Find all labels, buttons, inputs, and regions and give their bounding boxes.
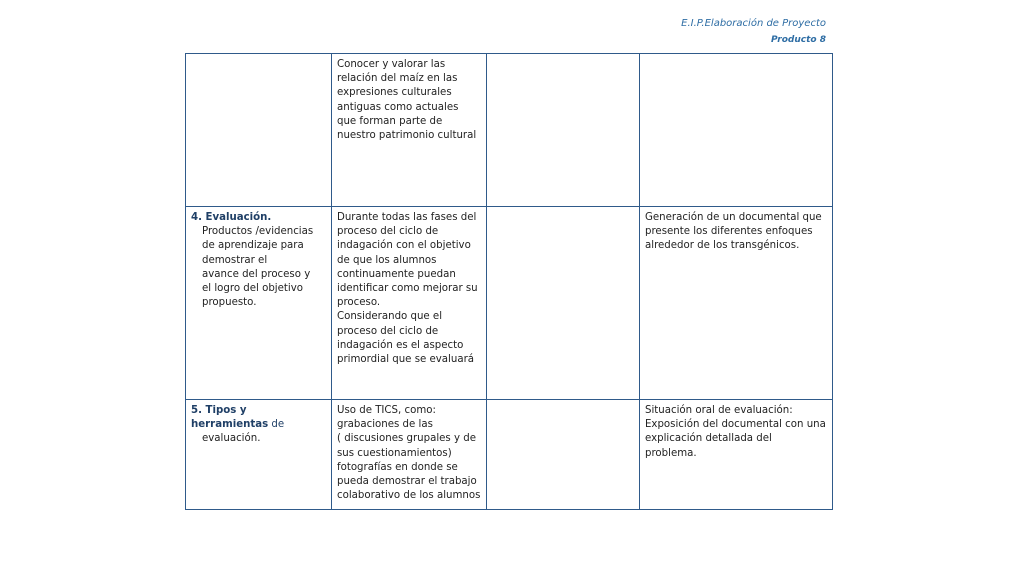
header-product-label: Producto 8 (770, 35, 826, 45)
cell-text: Conocer y valorar las relación del maíz en las expresiones culturales antiguas como actuales que forman parte de nuestro patrimonio cultural (337, 59, 477, 142)
table-cell-product (640, 207, 833, 400)
table-row (186, 400, 833, 510)
table-cell-label (186, 400, 332, 510)
table-cell-product (640, 400, 833, 510)
table-cell-label (186, 207, 332, 400)
row-title-suffix: de (268, 419, 285, 431)
table-row (186, 54, 833, 207)
cell-text: Durante todas las fases del proceso del ciclo de indagación con el objetivo de que los alumnos continuamente puedan identificar como mejorar su proceso. Considerando que el proceso del ciclo de indagación es el aspecto primordial que se evaluará (337, 212, 478, 366)
cell-text: Generación de un documental que presente los diferentes enfoques alrededor de los transgénicos. (645, 212, 822, 252)
row-description: evaluación. (202, 433, 261, 445)
cell-text: Uso de TICS, como: grabaciones de las ( discusiones grupales y de sus cuestionamientos) fotografías en donde se pueda demostrar el trabajo colaborativo de los alumnos (337, 405, 481, 502)
table-cell-activity (332, 54, 487, 207)
table-cell-empty (487, 207, 640, 400)
table-cell-empty (487, 400, 640, 510)
table-cell-activity (332, 400, 487, 510)
table-row (186, 207, 833, 400)
row-title: 4. Evaluación. (191, 212, 272, 223)
header-project-title: E.I.P.Elaboración de Proyecto (681, 18, 826, 29)
table-cell-product (640, 54, 833, 207)
table-cell-activity (332, 207, 487, 400)
row-description: Productos /evidencias de aprendizaje para demostrar el avance del proceso y el logro del objetivo propuesto. (202, 226, 314, 309)
row-title: 5. Tipos y herramientas (191, 405, 269, 431)
evaluation-table (185, 53, 833, 510)
table-cell-label (186, 54, 332, 207)
cell-text: Situación oral de evaluación: Exposición del documental con una explicación detallada del problema. (645, 405, 826, 459)
table-cell-empty (487, 54, 640, 207)
